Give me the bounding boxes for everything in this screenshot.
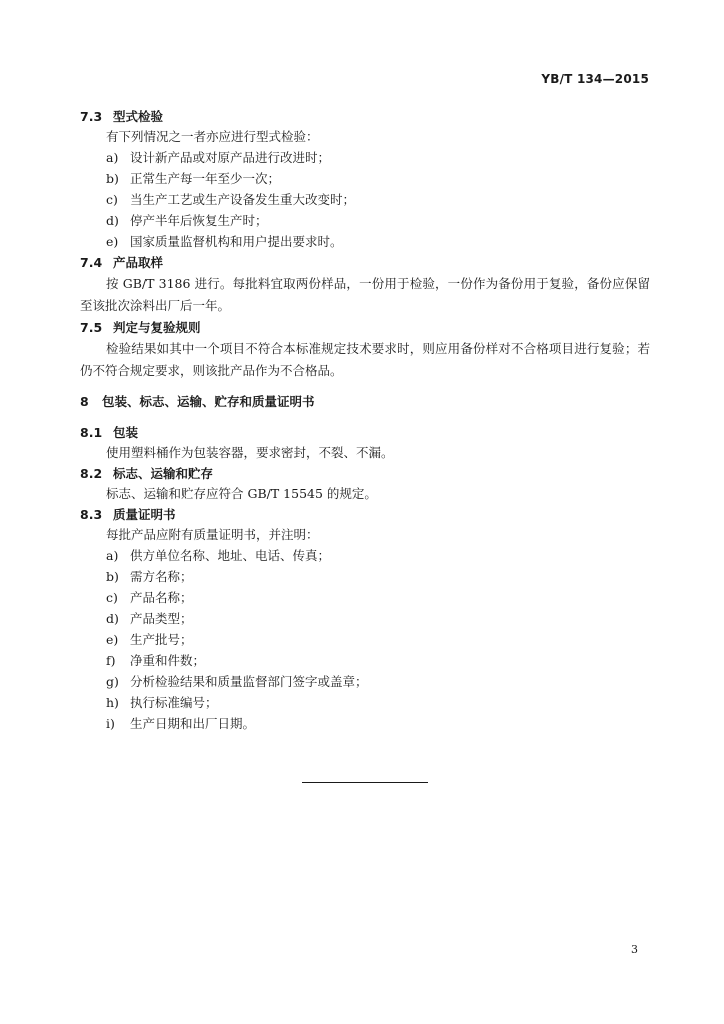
list-marker: a) xyxy=(106,150,119,165)
list-marker: c) xyxy=(106,192,118,207)
list-item-text: 当生产工艺或生产设备发生重大改变时； xyxy=(130,192,356,207)
list-marker: e) xyxy=(106,234,119,249)
chapter-number: 8 xyxy=(80,394,89,409)
list-marker: h) xyxy=(106,695,119,710)
list-item-text: 供方单位名称、地址、电话、传真； xyxy=(130,548,331,563)
list-item xyxy=(80,210,650,231)
document-code: YB/T 134—2015 xyxy=(541,72,649,86)
section-body: 标志、运输和贮存应符合 GB/T 15545 的规定。 xyxy=(106,486,377,501)
list-marker: f) xyxy=(106,653,116,668)
list-marker: c) xyxy=(106,590,118,605)
document-body xyxy=(80,106,650,734)
section-number: 7.5 xyxy=(80,320,103,335)
section-body: 检验结果如其中一个项目不符合本标准规定技术要求时，则应用备份样对不合格项目进行复验；若仍不符合规定要求，则该批产品作为不合格品。 xyxy=(80,341,650,378)
list-item-text: 生产批号； xyxy=(130,632,193,647)
list-item xyxy=(80,587,650,608)
section-intro: 每批产品应附有质量证明书，并注明： xyxy=(106,527,319,542)
section-number: 7.4 xyxy=(80,255,103,270)
list-item xyxy=(80,713,650,734)
list-item-text: 国家质量监督机构和用户提出要求时。 xyxy=(130,234,343,249)
list-marker: g) xyxy=(106,674,119,689)
list-marker: i) xyxy=(106,716,115,731)
section-number: 7.3 xyxy=(80,109,103,124)
section-title: 型式检验 xyxy=(113,109,164,124)
list-item-text: 净重和件数； xyxy=(130,653,206,668)
list-marker: e) xyxy=(106,632,119,647)
section-heading-7-4 xyxy=(80,252,650,273)
section-heading-8-2 xyxy=(80,463,650,484)
list-item-text: 产品名称； xyxy=(130,590,193,605)
list-item-text: 分析检验结果和质量监督部门签字或盖章； xyxy=(130,674,368,689)
list-item xyxy=(80,231,650,252)
list-item xyxy=(80,608,650,629)
section-title: 质量证明书 xyxy=(113,507,176,522)
list-item-text: 正常生产每一年至少一次； xyxy=(130,171,281,186)
list-item xyxy=(80,650,650,671)
section-number: 8.1 xyxy=(80,425,103,440)
end-divider xyxy=(302,782,428,783)
list-item xyxy=(80,692,650,713)
list-marker: d) xyxy=(106,611,119,626)
list-item xyxy=(80,629,650,650)
list-marker: b) xyxy=(106,569,119,584)
section-title: 包装 xyxy=(113,425,139,440)
section-title: 产品取样 xyxy=(113,255,164,270)
section-heading-7-5 xyxy=(80,317,650,338)
list-marker: a) xyxy=(106,548,119,563)
list-item xyxy=(80,189,650,210)
list-item xyxy=(80,147,650,168)
list-item-text: 生产日期和出厂日期。 xyxy=(130,716,256,731)
list-marker: d) xyxy=(106,213,119,228)
list-item-text: 停产半年后恢复生产时； xyxy=(130,213,268,228)
list-item-text: 设计新产品或对原产品进行改进时； xyxy=(130,150,331,165)
section-heading-7-3 xyxy=(80,106,650,127)
section-intro: 有下列情况之一者亦应进行型式检验： xyxy=(106,129,319,144)
list-item xyxy=(80,671,650,692)
list-item-text: 产品类型； xyxy=(130,611,193,626)
section-heading-8-3 xyxy=(80,504,650,525)
section-heading-8-1 xyxy=(80,422,650,443)
list-item xyxy=(80,566,650,587)
section-title: 标志、运输和贮存 xyxy=(113,466,214,481)
list-item xyxy=(80,168,650,189)
chapter-title: 包装、标志、运输、贮存和质量证明书 xyxy=(102,394,315,409)
section-body: 使用塑料桶作为包装容器，要求密封，不裂、不漏。 xyxy=(106,445,394,460)
section-number: 8.3 xyxy=(80,507,103,522)
page-number: 3 xyxy=(631,943,638,956)
section-title: 判定与复验规则 xyxy=(113,320,201,335)
list-marker: b) xyxy=(106,171,119,186)
section-body: 按 GB/T 3186 进行。每批料宜取两份样品，一份用于检验，一份作为备份用于复验，备份应保留至该批次涂料出厂后一年。 xyxy=(80,276,650,313)
list-item-text: 执行标准编号； xyxy=(130,695,218,710)
chapter-heading-8 xyxy=(80,391,650,412)
section-number: 8.2 xyxy=(80,466,103,481)
list-item xyxy=(80,545,650,566)
list-item-text: 需方名称； xyxy=(130,569,193,584)
